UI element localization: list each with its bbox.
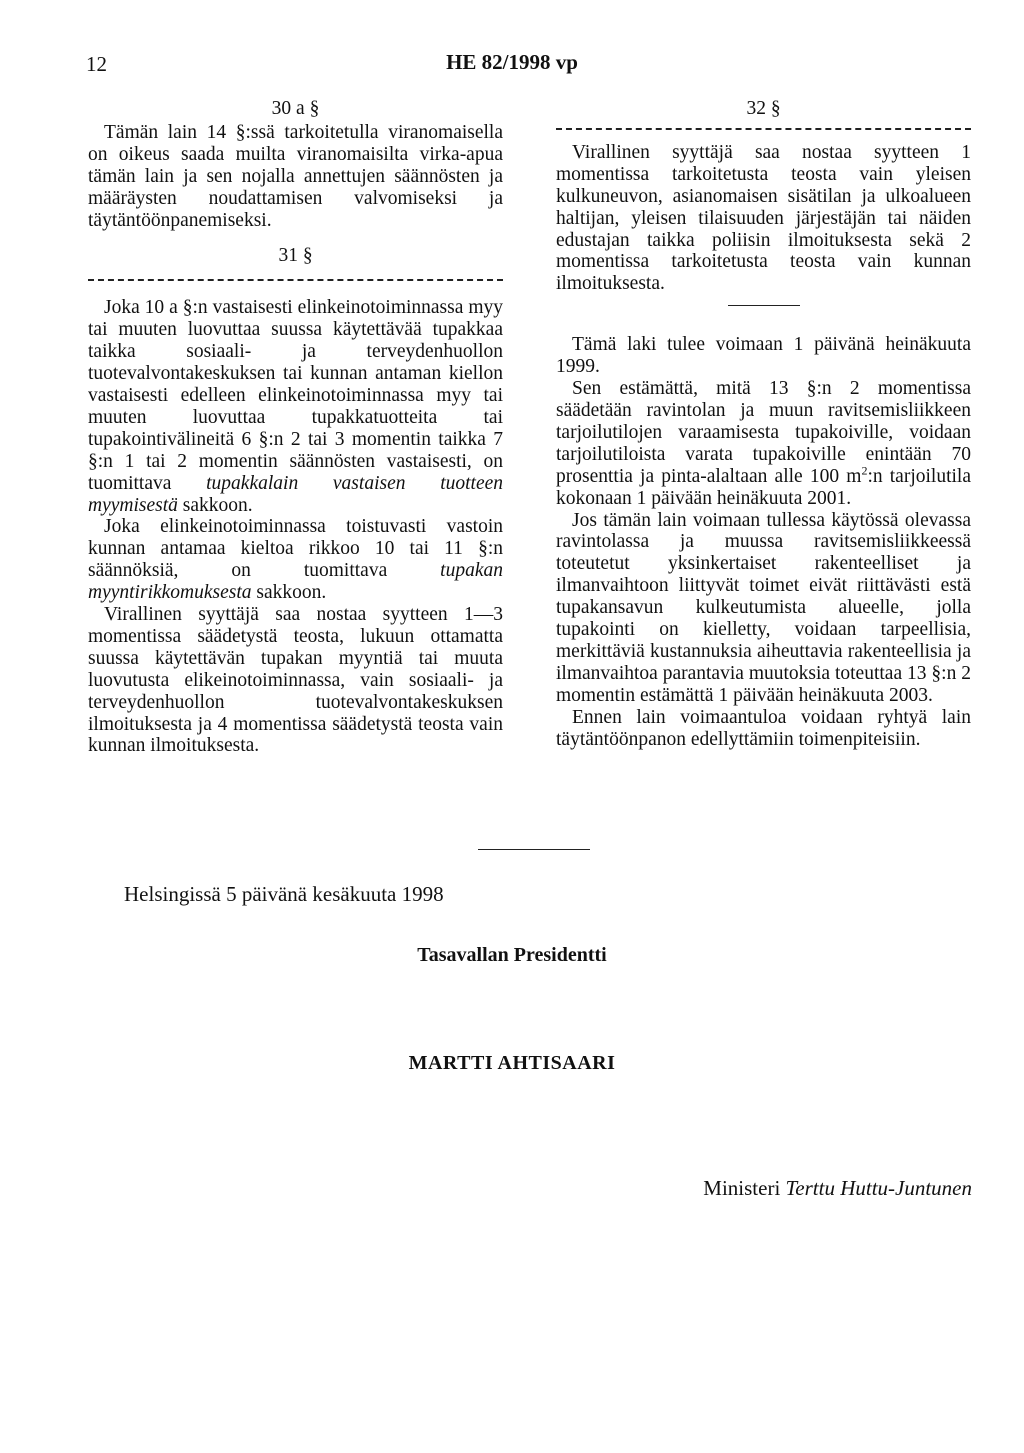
minister-prefix: Ministeri — [703, 1176, 786, 1200]
section-31-p2-offence-name: tupakan myyntirikkomuksesta — [88, 560, 503, 604]
minister-signature — [703, 1176, 972, 1201]
entry-into-force-paragraph-2 — [556, 378, 971, 509]
entry-into-force-paragraph-1: Tämä laki tulee voimaan 1 päivänä heinäkuuta 1999. — [556, 334, 971, 378]
section-31-p1-offence-name: tupakkalain vastaisen tuotteen myymisestä — [88, 472, 504, 516]
right-column — [556, 98, 971, 750]
section-31-p2-tail: sakkoon. — [251, 582, 327, 604]
section-31-p1-tail: sakkoon. — [177, 494, 253, 516]
place-and-date: Helsingissä 5 päivänä kesäkuuta 1998 — [124, 882, 444, 906]
section-31-paragraph-3: Virallinen syyttäjä saa nostaa syytteen 1—3 momentissa säädetystä teosta, lukuun ottamatta suussa käytettävän tupakan myyntiä tai muuta luovutusta elikeinotoiminnassa, vain sosiaali- ja terveydenhuollon tuotevalvontakeskuksen ilmoituksesta ja 4 momentissa säädetystä teosta vain kunnan ilmoituksesta. — [88, 604, 503, 757]
entry-into-force-paragraph-4: Ennen lain voimaantuloa voidaan ryhtyä lain täytäntöönpanon edellyttämiin toimenpiteisiin. — [556, 706, 971, 750]
left-column — [88, 98, 503, 757]
entry-p2-text: Sen estämättä, mitä 13 §:n 2 momentissa säädetään ravintolan ja muun ravitsemisliikkeen tarjoilutilojen varaamisesta tupakoiville, voidaan tarjoilutiloista varata tupakoiville enintään 70 prosenttia ja pinta-alaltaan alle 100 m — [556, 378, 971, 487]
end-divider — [478, 849, 590, 850]
area-unit-superscript: 2 — [861, 463, 868, 478]
page-number: 12 — [86, 52, 107, 76]
entry-p2-tail: :n tarjoilutila kokonaan 1 päivään heinäkuuta 2001. — [556, 465, 971, 509]
section-30a-heading: 30 a § — [271, 98, 320, 119]
section-31-p1-text: Joka 10 a §:n vastaisesti elinkeinotoiminnassa myy tai muuten luovuttaa suussa käytettävää tupakkaa taikka sosiaali- ja terveydenhuollon tuotevalvontakeskuksen tai kunnan antaman kiellon vastaisesti edelleen elinkeinotoiminnassa myy tai muuten luovuttaa tupakkatuotteita tai tupakointivälineitä 6 §:n 2 tai 3 momentin taikka 7 §:n 1 tai 2 momentin säännösten vastaisesti, on tuomittava — [88, 297, 503, 494]
president-name: MARTTI AHTISAARI — [408, 1052, 616, 1074]
section-31-paragraph-1 — [88, 297, 503, 516]
section-32-heading: 32 § — [746, 98, 781, 119]
omission-dashes — [88, 279, 503, 281]
president-title: Tasavallan Presidentti — [417, 944, 607, 966]
section-32-text: Virallinen syyttäjä saa nostaa syytteen 1 momentissa tarkoitetusta teosta vain yleisen kulkuneuvon, asianomaisen sisätilan ja ulkoalueen haltijan, yleisen tilaisuuden järjestäjän tai näiden edustajan taikka poliisin ilmoituksesta sekä 2 momentissa tarkoitetusta teosta vain kunnan ilmoituksesta. — [556, 141, 971, 295]
section-30a-text: Tämän lain 14 §:ssä tarkoitetulla viranomaisella on oikeus saada muilta viranomaisilta virka-apua tämän lain ja sen nojalla annettujen säännösten ja määräysten noudattamisen valvomiseksi ja täytäntöönpanemiseksi. — [88, 121, 503, 231]
omission-dashes — [556, 128, 971, 130]
section-31-heading: 31 § — [278, 245, 313, 267]
entry-into-force-paragraph-3: Jos tämän lain voimaan tullessa käytössä olevassa ravintolassa ja muussa ravitsemisliikkeessä toteutetut yksinkertaiset rakenteelliset ja ilmanvaihtoon liittyvät toimet eivät riittävästi estä tupakansavun kulkeutumista alueelle, jolla tupakointi on kielletty, voidaan tarpeellisia, merkittäviä kustannuksia aiheuttavia rakenteellisia ja ilmanvaihtoa parantavia muutoksia toteuttaa 13 §:n 2 momentin estämättä 1 päivään heinäkuuta 2003. — [556, 509, 971, 706]
minister-name: Terttu Huttu-Juntunen — [785, 1176, 972, 1200]
section-divider — [728, 305, 800, 306]
section-31-paragraph-2 — [88, 516, 503, 604]
section-31-p2-text: Joka elinkeinotoiminnassa toistuvasti vastoin kunnan antamaa kieltoa rikkoo 10 tai 11 §:n säännöksiä, on tuomittava — [88, 516, 503, 582]
document-reference: HE 82/1998 vp — [446, 50, 578, 74]
